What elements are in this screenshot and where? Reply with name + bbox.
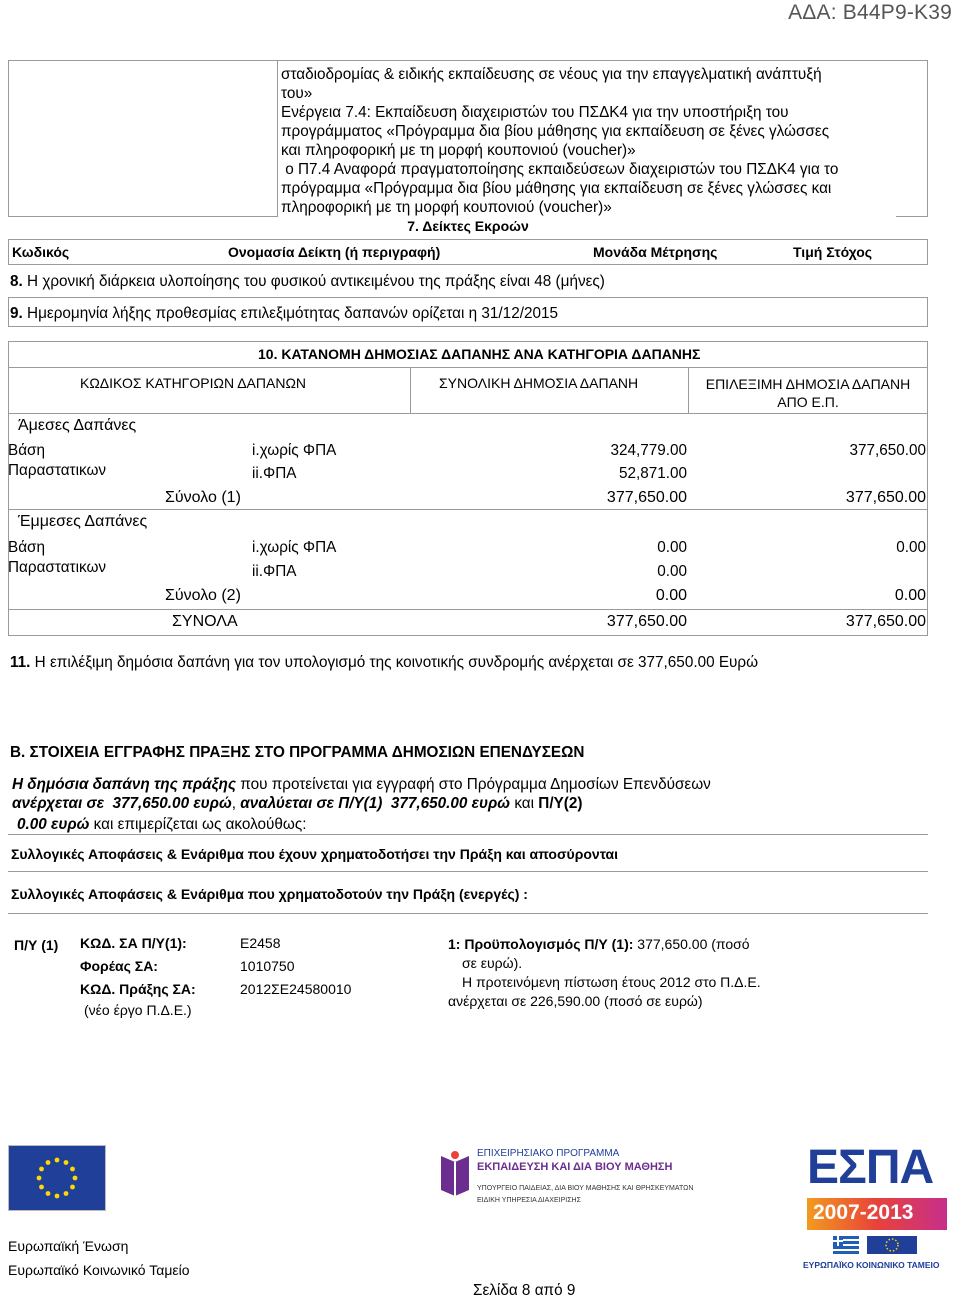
section-number: 9. bbox=[10, 305, 23, 322]
esf-name: Ευρωπαϊκό Κοινωνικό Ταμείο bbox=[8, 1262, 190, 1278]
basis-label: Παραστατικων bbox=[8, 559, 107, 576]
text: που προτείνεται για εγγραφή στο Πρόγραμμα Δημοσίων Επενδύσεων bbox=[235, 776, 711, 793]
budget-label: 1: Προϋπολογισμός Π/Υ (1): bbox=[448, 936, 634, 952]
detail-value: 1010750 bbox=[240, 958, 295, 974]
divider bbox=[8, 341, 928, 342]
divider bbox=[410, 367, 411, 414]
section-b-title: Β. ΣΤΟΙΧΕΙΑ ΕΓΓΡΑΦΗΣ ΠΡΑΞΗΣ ΣΤΟ ΠΡΟΓΡΑΜΜΑ ΔΗΜΟΣΙΩΝ ΕΠΕΝΔΥΣΕΩΝ bbox=[10, 744, 585, 761]
flags-icon bbox=[833, 1236, 917, 1254]
espa-years: 2007-2013 bbox=[813, 1201, 914, 1224]
sum-label: Σύνολο (2) bbox=[165, 587, 241, 604]
emphasis: Π/Υ(2) bbox=[538, 795, 583, 812]
divider bbox=[8, 341, 9, 636]
detail-value: Ε2458 bbox=[240, 935, 281, 951]
header-line: ΑΠΟ Ε.Π. bbox=[777, 394, 839, 410]
divider bbox=[8, 367, 928, 368]
ministry-name: ΥΠΟΥΡΓΕΙΟ ΠΑΙΔΕΙΑΣ, ΔΙΑ ΒΙΟΥ ΜΑΘΗΣΗΣ ΚΑΙ ΘΡΗΣΚΕΥΜΑΤΩΝ bbox=[477, 1185, 694, 1192]
text-line: σταδιοδρομίας & ειδικής εκπαίδευσης σε νέους για την επαγγελματική ανάπτυξή bbox=[281, 66, 822, 83]
direct-row1-eligible: 377,650.00 bbox=[849, 442, 926, 459]
basis-label: Παραστατικων bbox=[8, 462, 107, 479]
detail-label: ΚΩΔ. ΣΑ Π/Υ(1): bbox=[80, 935, 187, 951]
divider bbox=[8, 264, 928, 265]
text-line: προγράμματος «Πρόγραμμα δια βίου μάθησης για εκπαίδευση σε ξένες γλώσσες bbox=[281, 123, 830, 140]
section-number: 11. bbox=[10, 654, 31, 671]
budget-value: 377,650.00 (ποσό bbox=[633, 936, 750, 952]
row-label: i.χωρίς ΦΠΑ bbox=[252, 539, 337, 556]
divider bbox=[8, 60, 9, 217]
column-header-unit: Μονάδα Μέτρησης bbox=[593, 244, 718, 260]
grand-total-label: ΣΥΝΟΛΑ bbox=[172, 613, 238, 630]
section-text: Ημερομηνία λήξης προθεσμίας επιλεξιμότητας δαπανών ορίζεται η 31/12/2015 bbox=[27, 305, 558, 322]
direct-sum-total: 377,650.00 bbox=[606, 489, 687, 506]
text: και bbox=[510, 795, 539, 812]
indirect-row1-eligible: 0.00 bbox=[896, 539, 926, 556]
direct-row1-total: 324,779.00 bbox=[610, 442, 687, 459]
section-11 bbox=[10, 653, 758, 672]
divider bbox=[8, 216, 278, 217]
espa-wordmark: ΕΣΠΑ bbox=[807, 1141, 934, 1194]
financing-title: Συλλογικές Αποφάσεις & Ενάριθμα που χρηματοδοτούν την Πράξη (ενεργές) : bbox=[11, 886, 528, 902]
espa-logo bbox=[803, 1140, 953, 1280]
detail-label: ΚΩΔ. Πράξης ΣΑ: bbox=[80, 981, 196, 997]
divider bbox=[8, 297, 928, 298]
emphasis: Η δημόσια δαπάνη της πράξης bbox=[12, 776, 236, 793]
divider bbox=[8, 239, 928, 240]
text: και επιμερίζεται ως ακολούθως: bbox=[89, 816, 307, 833]
text-line: ο Π7.4 Αναφορά πραγματοποίησης εκπαιδεύσεων διαχειριστών του ΠΣΔΚ4 για το bbox=[281, 161, 839, 178]
header-line: ΕΠΙΛΕΞΙΜΗ ΔΗΜΟΣΙΑ ΔΑΠΑΝΗ bbox=[705, 376, 911, 392]
emphasis: αναλύεται σε Π/Υ(1) 377,650.00 ευρώ bbox=[240, 795, 511, 812]
eu-stars-icon bbox=[9, 1146, 105, 1210]
budget-line bbox=[448, 935, 761, 954]
managing-authority: ΕΙΔΙΚΗ ΥΠΗΡΕΣΙΑ ΔΙΑΧΕΙΡΙΣΗΣ bbox=[477, 1197, 581, 1204]
emphasis: 0.00 ευρώ bbox=[17, 816, 90, 833]
section-b-paragraph bbox=[17, 815, 306, 834]
column-header-name: Ονομασία Δείκτη (ή περιγραφή) bbox=[228, 244, 441, 260]
text-line: πληροφορική με τη μορφή κουπονιού (voucher)» bbox=[281, 199, 612, 216]
divider bbox=[8, 609, 928, 610]
emphasis: ανέρχεται σε 377,650.00 ευρώ bbox=[12, 795, 232, 812]
divider bbox=[8, 509, 928, 510]
grand-total-total: 377,650.00 bbox=[606, 613, 687, 630]
section-10-title: 10. ΚΑΤΑΝΟΜΗ ΔΗΜΟΣΙΑΣ ΔΑΠΑΝΗΣ ΑΝΑ ΚΑΤΗΓΟΡΙΑ ΔΑΠΑΝΗΣ bbox=[258, 346, 701, 362]
basis-label: Βάση bbox=[8, 442, 45, 459]
section-text: Η επιλέξιμη δημόσια δαπάνη για τον υπολογισμό της κοινοτικής συνδρομής ανέρχεται σε 377,650.00 Ευρώ bbox=[34, 654, 759, 671]
divider bbox=[8, 60, 928, 61]
column-header-total: ΣΥΝΟΛΙΚΗ ΔΗΜΟΣΙΑ ΔΑΠΑΝΗ bbox=[439, 375, 639, 391]
eu-name: Ευρωπαϊκή Ένωση bbox=[8, 1238, 129, 1254]
text: , bbox=[231, 795, 241, 812]
direct-sum-eligible: 377,650.00 bbox=[845, 489, 926, 506]
detail-label: Φορέας ΣΑ: bbox=[80, 958, 158, 974]
divider bbox=[8, 413, 928, 414]
budget-code-label: Π/Υ (1) bbox=[14, 937, 59, 953]
divider bbox=[8, 871, 928, 872]
budget-line: σε ευρώ). bbox=[462, 955, 523, 971]
detail-note: (νέο έργο Π.Δ.Ε.) bbox=[84, 1002, 192, 1018]
text-line: πρόγραμμα «Πρόγραμμα δια βίου μάθησης για εκπαίδευση σε ξένες γλώσσες και bbox=[281, 180, 832, 197]
section-7-title: 7. Δείκτες Εκροών bbox=[407, 218, 529, 234]
divider bbox=[927, 239, 928, 265]
budget-line: Η προτεινόμενη πίστωση έτους 2012 στο Π.Δ.Ε. bbox=[462, 974, 761, 990]
op-name: ΕΚΠΑΙΔΕΥΣΗ ΚΑΙ ΔΙΑ ΒΙΟΥ ΜΑΘΗΣΗ bbox=[477, 1161, 673, 1173]
column-header-eligible bbox=[688, 375, 928, 411]
book-icon bbox=[437, 1150, 473, 1196]
column-header-target: Τιμή Στόχος bbox=[793, 244, 873, 260]
measure-description bbox=[281, 65, 921, 217]
page-number: Σελίδα 8 από 9 bbox=[473, 1282, 576, 1299]
indirect-row2-total: 0.00 bbox=[657, 563, 687, 580]
row-label: i.χωρίς ΦΠΑ bbox=[252, 442, 337, 459]
funded-title: Συλλογικές Αποφάσεις & Ενάριθμα που έχουν χρηματοδοτήσει την Πράξη και αποσύρονται bbox=[11, 846, 619, 862]
section-9 bbox=[10, 304, 558, 323]
column-header-code: Κωδικός bbox=[12, 244, 70, 260]
divider bbox=[8, 239, 9, 265]
section-number: 8. bbox=[10, 273, 23, 290]
divider bbox=[8, 635, 928, 636]
direct-costs-title: Άμεσες Δαπάνες bbox=[18, 417, 137, 434]
indirect-sum-eligible: 0.00 bbox=[894, 587, 926, 604]
section-text: Η χρονική διάρκεια υλοποίησης του φυσικού αντικειμένου της πράξης είναι 48 (μήνες) bbox=[27, 273, 605, 290]
indirect-costs-title: Έμμεσες Δαπάνες bbox=[18, 513, 148, 530]
column-header-category: ΚΩΔΙΚΟΣ ΚΑΤΗΓΟΡΙΩΝ ΔΑΠΑΝΩΝ bbox=[80, 375, 307, 391]
direct-row2-total: 52,871.00 bbox=[618, 465, 687, 482]
operational-programme-logo bbox=[437, 1146, 720, 1212]
budget-block bbox=[448, 935, 761, 1011]
section-b-paragraph bbox=[12, 775, 711, 794]
row-label: ii.ΦΠΑ bbox=[252, 465, 297, 482]
op-title: ΕΠΙΧΕΙΡΗΣΙΑΚΟ ΠΡΟΓΡΑΜΜΑ bbox=[477, 1148, 620, 1159]
divider bbox=[927, 297, 928, 327]
basis-label: Βάση bbox=[8, 539, 45, 556]
section-b-paragraph bbox=[12, 794, 583, 813]
divider bbox=[8, 326, 928, 327]
ada-code: ΑΔΑ: Β44Ρ9-Κ39 bbox=[788, 1, 952, 24]
esf-caption: ΕΥΡΩΠΑΪΚΟ ΚΟΙΝΩΝΙΚΟ ΤΑΜΕΙΟ bbox=[803, 1260, 940, 1270]
section-8 bbox=[10, 272, 605, 291]
sum-label: Σύνολο (1) bbox=[165, 489, 241, 506]
text-line: του» bbox=[281, 85, 313, 102]
divider bbox=[927, 60, 928, 217]
eu-flag-logo bbox=[8, 1145, 106, 1211]
detail-value: 2012ΣΕ24580010 bbox=[240, 981, 352, 997]
text-line: και πληροφορική με τη μορφή κουπονιού (voucher)» bbox=[281, 142, 636, 159]
divider bbox=[8, 834, 928, 835]
divider bbox=[8, 913, 928, 914]
divider bbox=[277, 60, 278, 217]
divider bbox=[8, 297, 9, 327]
text-line: Ενέργεια 7.4: Εκπαίδευση διαχειριστών του ΠΣΔΚ4 για την υποστήριξη του bbox=[281, 104, 789, 121]
budget-line: ανέρχεται σε 226,590.00 (ποσό σε ευρώ) bbox=[448, 993, 703, 1009]
grand-total-eligible: 377,650.00 bbox=[845, 613, 926, 630]
indirect-row1-total: 0.00 bbox=[657, 539, 687, 556]
row-label: ii.ΦΠΑ bbox=[252, 563, 297, 580]
indirect-sum-total: 0.00 bbox=[655, 587, 687, 604]
